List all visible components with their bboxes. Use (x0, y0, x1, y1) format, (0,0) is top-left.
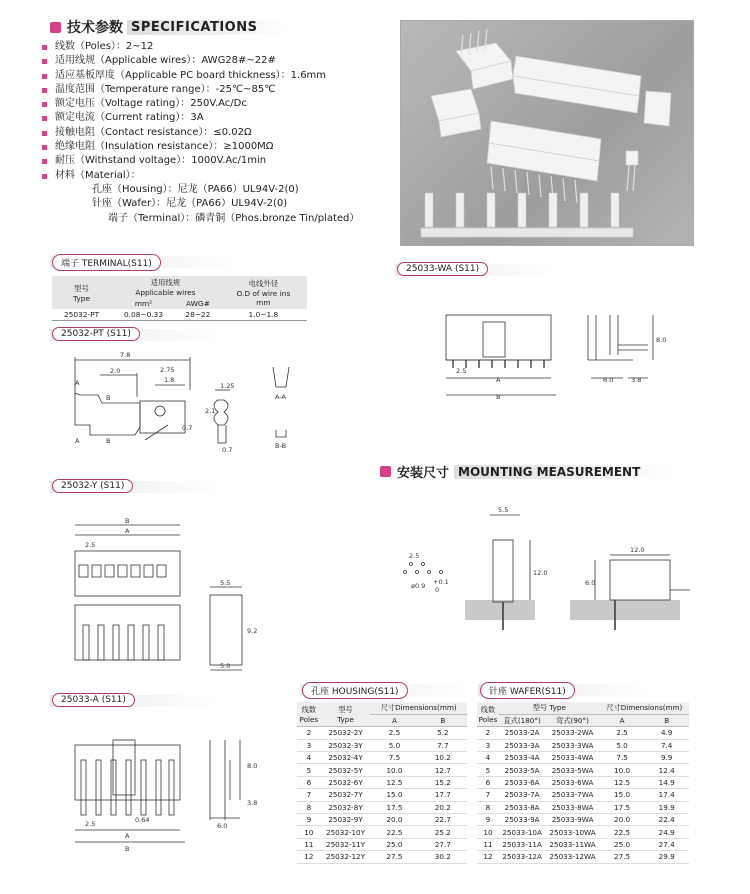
dim-label: 1.8 (164, 376, 175, 384)
table-cell: 10.2 (419, 752, 467, 764)
table-cell: 22.5 (600, 826, 645, 838)
dim-label: 3.8 (247, 799, 258, 807)
table-cell: 25.2 (419, 826, 467, 838)
wafer-table (477, 702, 689, 864)
table-cell: 7.7 (419, 739, 467, 751)
table-cell: 20.0 (600, 814, 645, 826)
table-cell: 25032-8Y (321, 801, 371, 813)
table-cell: 25033-8A (499, 801, 545, 813)
table-cell: 30.2 (419, 851, 467, 863)
table-cell: 25.0 (370, 838, 418, 850)
table-cell: 25033-10A (499, 826, 545, 838)
table-cell: 25033-9WA (545, 814, 599, 826)
table-cell: 25032-11Y (321, 838, 371, 850)
table-cell: 11 (297, 838, 321, 850)
table-cell: 7.4 (644, 739, 689, 751)
th-poles: 线数 Poles (297, 702, 321, 727)
table-cell: 25033-2WA (545, 727, 599, 739)
dim-label: A (75, 379, 80, 387)
dim-label: 0.7 (222, 446, 233, 454)
table-cell: 4.9 (644, 727, 689, 739)
wafer-wa-drawing (438, 300, 678, 410)
table-cell: 25033-8WA (545, 801, 599, 813)
table-row (297, 838, 467, 850)
table-cell: 3 (477, 739, 499, 751)
th-type: 型号 Type (321, 702, 371, 727)
table-row (477, 801, 689, 813)
table-cell: 9 (297, 814, 321, 826)
dim-label: B (125, 845, 130, 853)
table-cell: 25.0 (600, 838, 645, 850)
table-cell: 9 (477, 814, 499, 826)
dim-label: 2.5 (85, 820, 96, 828)
specs-header (50, 17, 287, 37)
dim-label: 2.5 (456, 367, 467, 375)
table-row (297, 764, 467, 776)
dim-label: 0 (435, 586, 440, 594)
table-cell: 15.0 (600, 789, 645, 801)
table-cell: 14.9 (644, 776, 689, 788)
table-cell: 9.9 (644, 752, 689, 764)
dim-label: B (106, 437, 111, 445)
table-cell: 12.4 (644, 764, 689, 776)
th-type: 型号 Type (73, 283, 90, 303)
dim-label: 12.0 (630, 546, 645, 554)
table-cell: 25032-9Y (321, 814, 371, 826)
th-type: 型号 Type (499, 702, 600, 714)
table-cell: 17.7 (419, 789, 467, 801)
table-row (477, 727, 689, 739)
table-row (297, 851, 467, 863)
th-dim: 尺寸Dimensions(mm) (600, 702, 689, 714)
housing-table (297, 702, 467, 864)
table-row (477, 851, 689, 863)
table-cell: 25033-11WA (545, 838, 599, 850)
spec-list (52, 40, 359, 226)
table-cell: 5 (297, 764, 321, 776)
dim-label: 1.25 (220, 382, 235, 390)
housing-body (297, 727, 467, 863)
spec-item: 适应基板厚度（Applicable PC board thickness）：1.6mm (52, 69, 359, 83)
table-cell: 12.5 (600, 776, 645, 788)
table-cell: 25033-7A (499, 789, 545, 801)
dim-label: 6.0 (603, 376, 614, 384)
dim-label: 7.8 (120, 351, 131, 359)
table-row (477, 838, 689, 850)
dim-label: 8.0 (656, 336, 667, 344)
table-cell: 27.5 (370, 851, 418, 863)
spec-item: 额定电流（Current rating）：3A (52, 111, 359, 125)
terminal-table (52, 276, 307, 321)
table-cell: 25033-3WA (545, 739, 599, 751)
th-mm2: mm² (134, 299, 153, 308)
dim-label: 2.0 (110, 367, 121, 375)
dim-label: 5.5 (498, 506, 509, 514)
wafer-tag: 针座 WAFER(S11) (480, 682, 575, 699)
pink-bullet-icon (380, 466, 391, 477)
spec-item: 线数（Poles）：2~12 (52, 40, 359, 54)
table-cell: 12 (297, 851, 321, 863)
dim-label: 5.5 (220, 579, 231, 587)
table-cell: 15.2 (419, 776, 467, 788)
table-cell: 25032-5Y (321, 764, 371, 776)
table-cell: 25033-5A (499, 764, 545, 776)
dim-label: 0.64 (135, 816, 150, 824)
table-cell: 12.5 (370, 776, 418, 788)
spec-item: 额定电压（Voltage rating）：250V.Ac/Dc (52, 97, 359, 111)
y-tag: 25032-Y (S11) (52, 479, 133, 493)
table-cell: 22.7 (419, 814, 467, 826)
wafer-body (477, 727, 689, 863)
table-cell: 7.5 (600, 752, 645, 764)
table-cell: 5 (477, 764, 499, 776)
table-cell: 25032-6Y (321, 776, 371, 788)
th-dim: 尺寸Dimensions(mm) (370, 702, 467, 714)
table-row (297, 739, 467, 751)
dim-label: A (125, 832, 130, 840)
mount-title-en: MOUNTING MEASUREMENT (454, 465, 678, 479)
table-cell: 20.2 (419, 801, 467, 813)
spec-item: 耐压（Withstand voltage）：1000V.Ac/1min (52, 154, 359, 168)
table-cell: 5.2 (419, 727, 467, 739)
table-cell: 2.5 (600, 727, 645, 739)
pink-bullet-icon (50, 22, 61, 33)
table-cell: 7 (297, 789, 321, 801)
dim-label: 0.7 (182, 424, 193, 432)
table-cell: 24.9 (644, 826, 689, 838)
table-cell: 2 (297, 727, 321, 739)
dim-label: +0.1 (433, 578, 449, 586)
table-cell: 5.0 (600, 739, 645, 751)
table-cell: 12 (477, 851, 499, 863)
dim-label: A-A (275, 393, 286, 401)
th-a: A (370, 714, 418, 726)
wafer-a-drawing (65, 730, 275, 855)
spec-item: 材料（Material）： (52, 169, 359, 183)
dim-label: 6.0 (217, 822, 228, 830)
dim-label: B-B (275, 442, 287, 450)
table-cell: 4 (297, 752, 321, 764)
table-row (297, 727, 467, 739)
th-bent: 弯式(90°) (545, 714, 599, 726)
table-cell: 10 (477, 826, 499, 838)
table-cell: 4 (477, 752, 499, 764)
table-row (297, 814, 467, 826)
spec-item: 适用线规（Applicable wires）：AWG28#~22# (52, 54, 359, 68)
table-cell: 7.5 (370, 752, 418, 764)
mounting-drawing (395, 500, 695, 650)
table-cell: 12.7 (419, 764, 467, 776)
material-item: 针座（Wafer）：尼龙（PA66）UL94V-2(0) (92, 198, 288, 210)
table-cell: 11 (477, 838, 499, 850)
spec-item: 接触电阻（Contact resistance）：≤0.02Ω (52, 126, 359, 140)
product-photo (400, 20, 694, 246)
table-cell: 10 (297, 826, 321, 838)
dim-label: ø0.9 (411, 582, 426, 590)
th-a: A (600, 714, 645, 726)
dim-label: A (496, 376, 501, 384)
dim-label: 2.75 (160, 366, 175, 374)
specs-title-en: SPECIFICATIONS (127, 20, 287, 35)
table-cell: 25033-11A (499, 838, 545, 850)
material-item: 孔座（Housing）：尼龙（PA66）UL94V-2(0) (92, 183, 299, 195)
table-cell: 3 (297, 739, 321, 751)
a-tag: 25033-A (S11) (52, 693, 135, 707)
material-item: 端子（Terminal）：磷青铜（Phos.bronze Tin/plated） (108, 212, 360, 224)
dim-label: 2.5 (85, 541, 96, 549)
table-row (477, 776, 689, 788)
table-row (477, 764, 689, 776)
dim-label: B (496, 393, 501, 401)
table-cell: 25032-2Y (321, 727, 371, 739)
connector-photo-illustration (401, 21, 695, 247)
table-cell: 25032-12Y (321, 851, 371, 863)
table-row (297, 826, 467, 838)
dim-label: 5.0 (220, 662, 231, 670)
table-cell: 25033-9A (499, 814, 545, 826)
table-cell: 2.5 (370, 727, 418, 739)
th-awg: AWG# (185, 299, 210, 308)
table-cell: 10.0 (370, 764, 418, 776)
table-row (477, 739, 689, 751)
table-cell: 20.0 (370, 814, 418, 826)
table-row (477, 789, 689, 801)
table-cell: 7 (477, 789, 499, 801)
th-od: 电线外径 O.D of wire ins mm (236, 279, 291, 307)
table-row (297, 801, 467, 813)
dim-label: 9.2 (247, 627, 258, 635)
table-cell: 8 (297, 801, 321, 813)
spec-item: 绝缘电阻（Insulation resistance）：≥1000MΩ (52, 140, 359, 154)
table-row (477, 752, 689, 764)
table-cell: 8 (477, 801, 499, 813)
table-cell: 25033-2A (499, 727, 545, 739)
table-cell: 25032-7Y (321, 789, 371, 801)
pt-tag: 25032-PT (S11) (52, 327, 140, 341)
dim-label: 3.8 (631, 376, 642, 384)
table-cell: 25032-4Y (321, 752, 371, 764)
table-cell: 25033-6WA (545, 776, 599, 788)
table-cell: 27.5 (600, 851, 645, 863)
table-cell: 19.9 (644, 801, 689, 813)
spec-item: 温度范围（Temperature range）：-25℃~85℃ (52, 83, 359, 97)
table-cell: 27.7 (419, 838, 467, 850)
specs-title-cn: 技术参数 (67, 20, 123, 36)
dim-label: 2.1 (205, 407, 216, 415)
table-cell: 25033-6A (499, 776, 545, 788)
table-cell: 25033-10WA (545, 826, 599, 838)
terminal-tag: 端子 TERMINAL(S11) (52, 254, 161, 271)
table-cell: 5.0 (370, 739, 418, 751)
table-cell: 22.5 (370, 826, 418, 838)
dim-label: A (125, 527, 130, 535)
table-cell: 10.0 (600, 764, 645, 776)
table-cell: 27.4 (644, 838, 689, 850)
table-cell: 17.4 (644, 789, 689, 801)
table-cell: 29.9 (644, 851, 689, 863)
terminal-drawing (60, 345, 310, 455)
dim-label: 8.0 (247, 762, 258, 770)
table-cell: 25033-5WA (545, 764, 599, 776)
table-cell: 25033-3A (499, 739, 545, 751)
th-wires: 适用线规 Applicable wires (135, 278, 196, 297)
table-cell: 6 (297, 776, 321, 788)
table-cell: 2 (477, 727, 499, 739)
table-row (477, 814, 689, 826)
dim-label: 6.0 (585, 579, 596, 587)
th-b: B (419, 714, 467, 726)
th-b: B (644, 714, 689, 726)
table-row (297, 752, 467, 764)
table-cell: 25033-7WA (545, 789, 599, 801)
table-cell: 25032-3Y (321, 739, 371, 751)
table-cell: 25033-4WA (545, 752, 599, 764)
wa-tag: 25033-WA (S11) (397, 262, 488, 276)
table-cell: 17.5 (600, 801, 645, 813)
th-straight: 直式(180°) (499, 714, 545, 726)
mount-title-cn: 安装尺寸 (397, 466, 450, 481)
table-row (297, 789, 467, 801)
dim-label: B (125, 517, 130, 525)
table-cell: 25033-12WA (545, 851, 599, 863)
table-cell: 25033-4A (499, 752, 545, 764)
housing-y-drawing (65, 515, 285, 675)
mount-header (380, 462, 678, 481)
table-cell: 25032-10Y (321, 826, 371, 838)
dim-label: B (106, 394, 111, 402)
dim-label: 12.0 (533, 569, 548, 577)
dim-label: A (75, 437, 80, 445)
dim-label: 2.5 (409, 552, 420, 560)
table-cell: 15.0 (370, 789, 418, 801)
table-cell: 25033-12A (499, 851, 545, 863)
table-cell: 6 (477, 776, 499, 788)
table-cell: 17.5 (370, 801, 418, 813)
table-row (297, 776, 467, 788)
housing-tag: 孔座 HOUSING(S11) (302, 682, 408, 699)
table-row (477, 826, 689, 838)
table-cell: 22.4 (644, 814, 689, 826)
th-poles: 线数 Poles (477, 702, 499, 727)
table-row: 25032-PT 0.08~0.33 28~22 1.0~1.8 (52, 309, 307, 321)
